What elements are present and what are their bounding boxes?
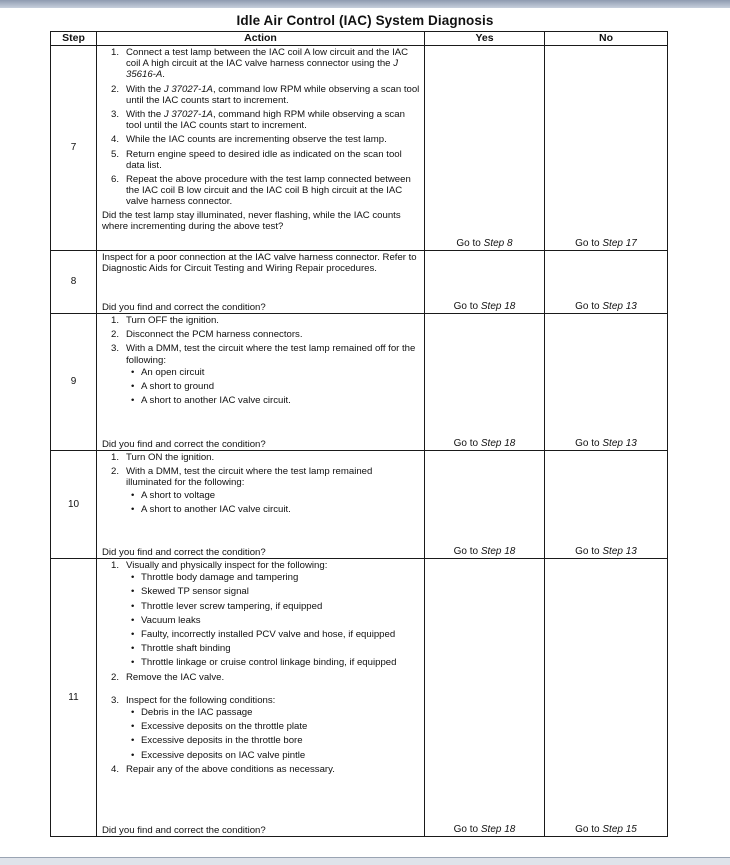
- list-item: • Vacuum leaks: [131, 614, 201, 626]
- list-item: 5. Return engine speed to desired idle as indicated on the scan tool data list.: [111, 148, 402, 171]
- list-item: 2. Remove the IAC valve.: [111, 671, 225, 683]
- list-item: 2. Disconnect the PCM harness connectors.: [111, 329, 303, 341]
- header-action: Action: [97, 32, 425, 46]
- action-cell: [97, 46, 425, 251]
- header-step: Step: [51, 32, 97, 46]
- list-item: • Excessive deposits on IAC valve pintle: [131, 749, 306, 761]
- yes-goto-step: Step 18: [480, 545, 516, 557]
- action-list: [102, 315, 420, 409]
- list-item: 3. With a DMM, test the circuit where the test lamp remained off for the following: • An open circuit • A short to ground • A short to another IAC valve circuit.: [102, 343, 420, 406]
- table-row-step-7: [51, 46, 668, 251]
- step-number: 7: [51, 46, 97, 251]
- step-number: 9: [51, 314, 97, 451]
- list-item: 4. While the IAC counts are incrementing observe the test lamp.: [111, 134, 387, 146]
- table-row-step-9: [51, 314, 668, 451]
- no-goto-step: Step 13: [602, 437, 637, 449]
- list-item: • Excessive deposits in the throttle bore: [131, 735, 303, 747]
- tool-reference: J 37027-1A: [163, 83, 213, 95]
- list-item: • Debris in the IAC passage: [131, 707, 253, 719]
- question-text: Did you find and correct the condition?: [102, 438, 266, 450]
- yes-goto-step: Step 18: [480, 823, 516, 835]
- list-item: • Throttle linkage or cruise control linkage binding, if equipped: [131, 657, 397, 669]
- list-item: 1. Visually and physically inspect for the following: • Throttle body damage and tampering • Skewed TP sensor signal • Throttle lever screw tampering, if equipped • Vacuum leaks • Faulty, incorrectly installed PCV valve and hose, if equipped • Throttle shaft binding • Throttle linkage or cruise control linkage binding, if equipped: [102, 560, 420, 669]
- no-cell: Go to Step 13: [545, 451, 668, 559]
- table-row-step-8: [51, 251, 668, 314]
- tool-reference: J 37027-1A: [163, 109, 213, 121]
- list-item: • A short to ground: [131, 381, 215, 393]
- no-cell: Go to Step 17: [545, 46, 668, 251]
- question-text: Did the test lamp stay illuminated, never flashing, while the IAC counts where incrementing during the above test?: [102, 209, 401, 232]
- list-item: 3. Inspect for the following conditions: • Debris in the IAC passage • Excessive deposits on the throttle plate • Excessive deposits in the throttle bore • Excessive deposits on IAC valve pintle: [102, 695, 420, 761]
- list-item: 1. Connect a test lamp between the IAC coil A low circuit and the IAC coil A high circuit at the IAC valve harness connector using the J 35616-A.: [111, 47, 409, 81]
- bullet-list: [126, 572, 420, 668]
- list-item: • An open circuit: [131, 366, 205, 378]
- header-yes: Yes: [425, 32, 545, 46]
- header-no: No: [545, 32, 668, 46]
- step-number: 8: [51, 251, 97, 314]
- question-text: Did you find and correct the condition?: [102, 546, 266, 558]
- list-item: 2. With a DMM, test the circuit where the test lamp remained illuminated for the following: • A short to voltage • A short to another IAC valve circuit.: [102, 466, 420, 515]
- yes-cell: Go to Step 8: [425, 46, 545, 251]
- action-list: [102, 560, 420, 778]
- action-cell: [97, 559, 425, 837]
- table-header-row: [51, 32, 668, 46]
- list-item: • Faulty, incorrectly installed PCV valve and hose, if equipped: [131, 629, 396, 641]
- list-item: • Excessive deposits on the throttle plate: [131, 721, 308, 733]
- list-item: 6. Repeat the above procedure with the test lamp connected between the IAC coil B low circuit and the IAC coil B high circuit at the IAC valve harness connector.: [111, 174, 411, 208]
- step-number: 10: [51, 451, 97, 559]
- question-text: Did you find and correct the condition?: [102, 824, 266, 836]
- bullet-list: [126, 707, 420, 761]
- yes-cell: Go to Step 18: [425, 251, 545, 314]
- bullet-list: [126, 490, 420, 515]
- action-text: Inspect for a poor connection at the IAC valve harness connector. Refer to Diagnostic Aids for Circuit Testing and Wiring Repair procedures.: [102, 252, 417, 275]
- no-goto-step: Step 13: [602, 545, 637, 557]
- action-cell: [97, 314, 425, 451]
- list-item: • Throttle shaft binding: [131, 643, 231, 655]
- list-item: 3. With the J 37027-1A, command high RPM while observing a scan tool until the IAC counts start to increment.: [111, 109, 405, 132]
- list-item: 1. Turn OFF the ignition.: [111, 315, 219, 326]
- action-cell: [97, 451, 425, 559]
- action-list: [102, 452, 420, 518]
- diagnosis-table: [50, 31, 668, 837]
- action-list: [102, 47, 420, 208]
- yes-goto-step: Step 18: [480, 437, 516, 449]
- no-goto-step: Step 13: [602, 300, 637, 312]
- bullet-list: [126, 367, 420, 407]
- list-item: • Skewed TP sensor signal: [131, 586, 249, 598]
- list-item: 1. Turn ON the ignition.: [111, 452, 215, 463]
- list-item: 2. With the J 37027-1A, command low RPM while observing a scan tool until the IAC counts start to increment.: [111, 83, 420, 106]
- no-goto-step: Step 15: [602, 823, 637, 835]
- list-item: • A short to voltage: [131, 489, 216, 501]
- yes-cell: Go to Step 18: [425, 559, 545, 837]
- list-item: • Throttle lever screw tampering, if equipped: [131, 600, 323, 612]
- yes-goto-step: Step 8: [483, 237, 513, 249]
- list-item: • A short to another IAC valve circuit.: [131, 395, 291, 407]
- table-row-step-10: [51, 451, 668, 559]
- no-cell: Go to Step 15: [545, 559, 668, 837]
- no-cell: Go to Step 13: [545, 251, 668, 314]
- no-cell: Go to Step 13: [545, 314, 668, 451]
- yes-cell: Go to Step 18: [425, 451, 545, 559]
- no-goto-step: Step 17: [602, 237, 637, 249]
- list-item: 4. Repair any of the above conditions as necessary.: [111, 763, 335, 775]
- window-top-bar: [0, 0, 730, 8]
- table-row-step-11: [51, 559, 668, 837]
- list-item: • Throttle body damage and tampering: [131, 572, 299, 584]
- question-text: Did you find and correct the condition?: [102, 301, 266, 313]
- page-title: Idle Air Control (IAC) System Diagnosis: [236, 13, 494, 28]
- yes-cell: Go to Step 18: [425, 314, 545, 451]
- step-number: 11: [51, 559, 97, 837]
- yes-goto-step: Step 18: [480, 300, 516, 312]
- action-cell: [97, 251, 425, 314]
- tool-reference: J 35616-A: [126, 58, 398, 81]
- list-item: • A short to another IAC valve circuit.: [131, 503, 291, 515]
